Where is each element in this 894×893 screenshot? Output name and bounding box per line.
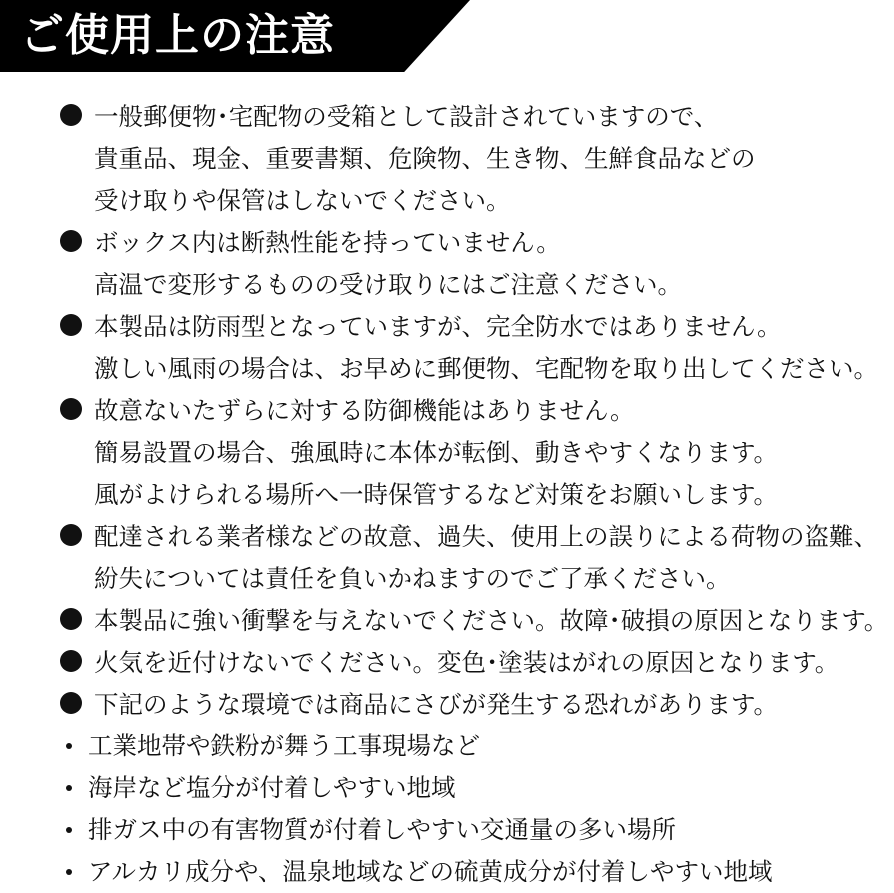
small-bullet-icon [66,743,72,749]
environment-text: アルカリ成分や、温泉地域などの硫黄成分が付着しやすい地域 [88,857,773,886]
bullet-icon [60,314,82,336]
page-title: ご使用上の注意 [20,10,335,61]
environment-text: 海岸など塩分が付着しやすい地域 [88,773,456,802]
caution-text: 火気を近付けないでください。変色･塗装はがれの原因となります。 [94,648,840,677]
caution-text: 激しい風雨の場合は、お早めに郵便物、宅配物を取り出してください。 [94,354,878,383]
bullet-icon [60,524,82,546]
bullet-icon [60,230,82,252]
bullet-icon [60,104,82,126]
bullet-icon [60,608,82,630]
caution-text: 受け取りや保管はしないでください。 [94,186,511,215]
caution-item [0,306,894,390]
caution-text: 本製品に強い衝撃を与えないでください。故障･破損の原因となります。 [94,606,889,635]
environment-item [0,851,894,893]
caution-item [0,600,894,642]
caution-text: 高温で変形するものの受け取りにはご注意ください。 [94,270,682,299]
caution-text: 故意ないたずらに対する防御機能はありません。 [94,396,635,425]
small-bullet-icon [66,785,72,791]
environment-item [0,809,894,851]
bullet-icon [60,398,82,420]
environment-item [0,725,894,767]
caution-item [0,516,894,600]
caution-item [0,96,894,222]
small-bullet-icon [66,827,72,833]
caution-item [0,390,894,516]
caution-text: 貴重品、現金、重要書類、危険物、生き物、生鮮食品などの [94,144,756,173]
caution-text: 下記のような環境では商品にさびが発生する恐れがあります。 [94,690,779,719]
caution-text: 紛失については責任を負いかねますのでご了承ください。 [94,564,731,593]
caution-text: 一般郵便物･宅配物の受箱として設計されていますので、 [94,102,719,131]
bullet-icon [60,692,82,714]
caution-text: 配達される業者様などの故意、過失、使用上の誤りによる荷物の盗難、 [94,522,878,551]
caution-item [0,684,894,726]
caution-item [0,222,894,306]
bullet-icon [60,650,82,672]
caution-text: 風がよけられる場所へ一時保管するなど対策をお願いします。 [94,480,779,509]
environment-text: 排ガス中の有害物質が付着しやすい交通量の多い場所 [88,815,676,844]
caution-item [0,642,894,684]
small-bullet-icon [66,869,72,875]
environment-text: 工業地帯や鉄粉が舞う工事現場など [88,731,480,760]
environment-item [0,767,894,809]
caution-list [0,96,894,726]
caution-text: 本製品は防雨型となっていますが、完全防水ではありません。 [94,312,782,341]
caution-text: ボックス内は断熱性能を持っていません。 [94,228,561,257]
caution-text: 簡易設置の場合、強風時に本体が転倒、動きやすくなります。 [94,438,779,467]
rust-environment-list [0,725,894,893]
